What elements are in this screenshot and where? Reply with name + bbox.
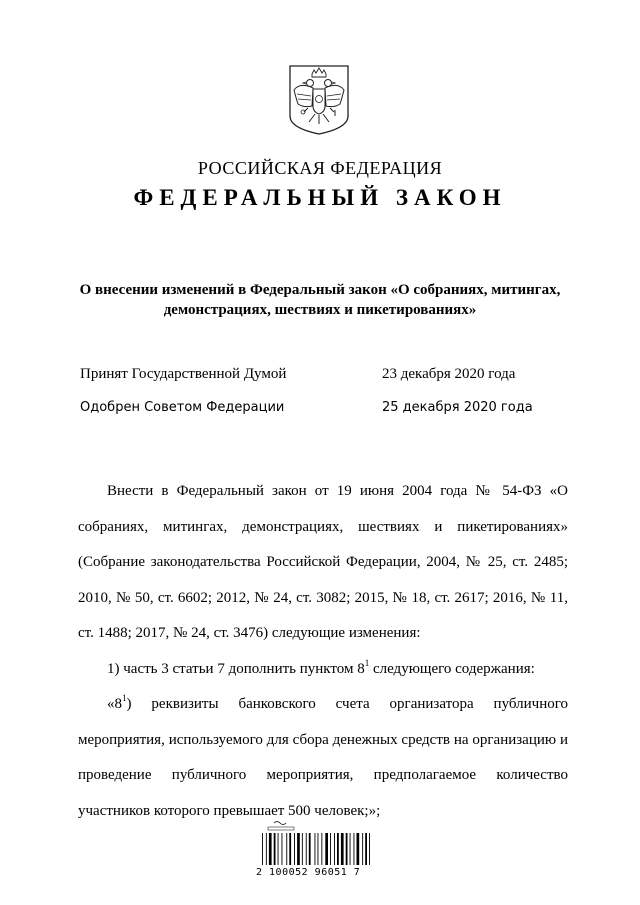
barcode-bar	[362, 833, 363, 865]
barcode-bars	[262, 833, 370, 865]
barcode-stamp	[268, 822, 294, 831]
barcode-bar	[309, 833, 311, 865]
barcode-bar	[330, 833, 331, 865]
item-1-text-before: 1) часть 3 статьи 7 дополнить пунктом 8	[107, 660, 365, 677]
russian-coat-of-arms-icon	[288, 64, 350, 136]
barcode-bar	[325, 833, 328, 865]
barcode-bar	[262, 833, 263, 865]
council-label: Одобрен Советом Федерации	[80, 400, 285, 415]
quote-text: ) реквизиты банковского счета организатора публичного мероприятия, используемого для сбора денежных средств на организацию и проведение публичного мероприятия, предполагаемое количество участников которого превышает 500 человек;»;	[78, 696, 568, 819]
barcode-number: 2 100052 96051 7	[256, 867, 361, 878]
barcode-bar	[269, 833, 272, 865]
barcode-bar	[357, 833, 360, 865]
quoted-amendment-paragraph	[78, 687, 568, 829]
law-title-line-2: демонстрациях, шествиях и пикетированиях»	[163, 302, 477, 318]
barcode-bar	[334, 833, 335, 865]
barcode-bar	[346, 833, 348, 865]
barcode-bar	[302, 833, 303, 865]
council-date: 25 декабря 2020 года	[382, 400, 533, 415]
document-type: ФЕДЕРАЛЬНЫЙ ЗАКОН	[133, 185, 507, 210]
item-1-paragraph	[78, 652, 568, 688]
law-title	[60, 280, 580, 320]
barcode	[256, 820, 380, 882]
item-1-superscript: 1	[364, 657, 370, 668]
duma-date: 23 декабря 2020 года	[382, 366, 516, 382]
barcode-bar	[289, 833, 291, 865]
barcode-bar	[282, 833, 283, 865]
law-body	[78, 474, 568, 829]
barcode-bar	[354, 833, 355, 865]
barcode-icon	[256, 820, 380, 866]
barcode-bar	[315, 833, 316, 865]
duma-label: Принят Государственной Думой	[80, 366, 287, 382]
item-1-text-after: следующего содержания:	[369, 660, 535, 677]
barcode-bar	[297, 833, 300, 865]
barcode-bar	[274, 833, 276, 865]
quote-superscript: 1	[122, 693, 127, 703]
barcode-bar	[321, 833, 322, 865]
barcode-bar	[306, 833, 307, 865]
adoption-duma-row	[80, 366, 516, 383]
country-name: РОССИЙСКАЯ ФЕДЕРАЦИЯ	[197, 158, 443, 178]
barcode-bar	[341, 833, 344, 865]
barcode-bar	[369, 833, 370, 865]
barcode-bar	[318, 833, 319, 865]
barcode-bar	[278, 833, 279, 865]
barcode-bar	[294, 833, 295, 865]
adoption-council-row	[80, 400, 533, 415]
barcode-bar	[365, 833, 367, 865]
barcode-bar	[266, 833, 267, 865]
law-title-line-1: О внесении изменений в Федеральный закон «О собраниях, митингах,	[79, 282, 561, 298]
quote-open: «8	[107, 696, 122, 712]
intro-paragraph: Внести в Федеральный закон от 19 июня 2004 года № 54-ФЗ «О собраниях, митингах, демонстрациях, шествиях и пикетированиях» (Собрание законодательства Российской Федерации, 2004, № 25, ст. 2485; 2010, № 50, ст. 6602; 2012, № 24, ст. 3082; 2015, № 18, ст. 2617; 2016, № 11, ст. 1488; 2017, № 24, ст. 3476) следующие изменения:	[78, 483, 568, 641]
barcode-bar	[350, 833, 351, 865]
barcode-bar	[286, 833, 287, 865]
barcode-bar	[337, 833, 339, 865]
